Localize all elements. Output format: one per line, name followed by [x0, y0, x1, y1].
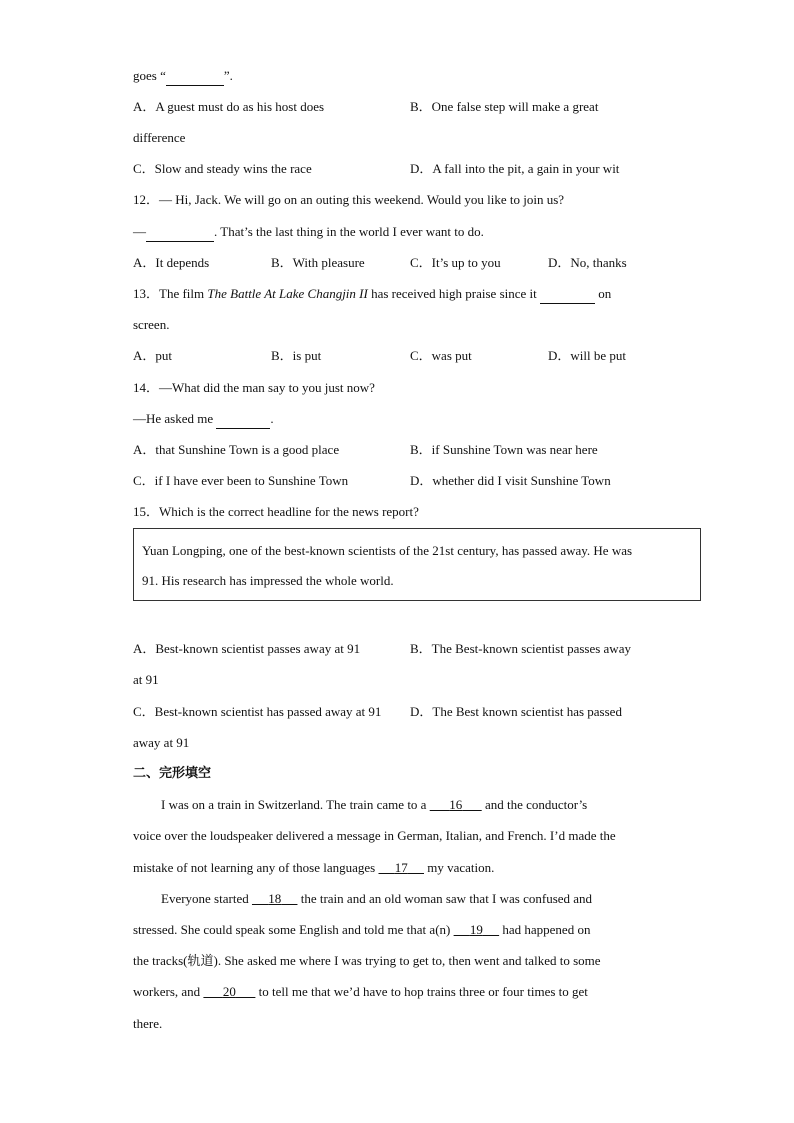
q14-option-a[interactable]: A．that Sunshine Town is a good place — [133, 442, 340, 457]
q14-option-d[interactable]: D．whether did I visit Sunshine Town — [410, 473, 611, 488]
passage-text: workers, and — [133, 984, 204, 999]
blank-16[interactable] — [430, 797, 482, 812]
q14-blank — [216, 410, 270, 429]
q15-option-b[interactable]: B．The Best-known scientist passes away — [410, 641, 631, 656]
passage-text: my vacation. — [424, 860, 495, 875]
passage-line-7 — [133, 983, 588, 1001]
q11-option-c[interactable]: C．Slow and steady wins the race — [133, 161, 312, 176]
blank-19-number: 19 — [469, 922, 483, 937]
q13-stem-pre: 13．The film — [133, 286, 208, 301]
q12-option-c[interactable]: C．It’s up to you — [410, 255, 501, 270]
q13-film-title: The Battle At Lake Changjin II — [207, 286, 368, 301]
q12-option-a[interactable]: A．It depends — [133, 255, 210, 270]
q13-option-a[interactable]: A．put — [133, 348, 173, 363]
q15-news-line2: 91. His research has impressed the whole world. — [142, 573, 394, 588]
passage-line-5 — [133, 921, 590, 939]
q14-stem: 14．—What did the man say to you just now? — [133, 380, 375, 395]
passage-line-4 — [161, 890, 592, 908]
q13-option-c[interactable]: C．was put — [410, 348, 472, 363]
passage-line-6: the tracks(轨道). She asked me where I was trying to get to, then went and talked to some — [133, 953, 601, 968]
blank-17-number: 17 — [394, 860, 408, 875]
q14-option-c[interactable]: C．if I have ever been to Sunshine Town — [133, 473, 349, 488]
passage-line-3 — [133, 859, 494, 877]
q11-tail-pre: goes “ — [133, 68, 166, 83]
passage-text: I was on a train in Switzerland. The train came to a — [161, 797, 430, 812]
q13-stem-post: has received high praise since it — [367, 286, 541, 301]
q13-blank — [540, 285, 595, 304]
q15-option-c[interactable]: C．Best-known scientist has passed away at 91 — [133, 704, 382, 719]
q12-answer-post: . That’s the last thing in the world I ever want to do. — [214, 224, 484, 239]
q12-blank — [146, 223, 214, 242]
q14-answer-pre: —He asked me — [133, 411, 217, 426]
q15-option-d[interactable]: D．The Best known scientist has passed — [410, 704, 622, 719]
blank-20-number: 20 — [222, 984, 236, 999]
blank-18[interactable] — [252, 891, 298, 906]
blank-16-number: 16 — [449, 797, 463, 812]
passage-text: to tell me that we’d have to hop trains three or four times to get — [255, 984, 588, 999]
q15-option-a[interactable]: A．Best-known scientist passes away at 91 — [133, 641, 361, 656]
passage-line-2: voice over the loudspeaker delivered a message in German, Italian, and French. I’d made the — [133, 828, 616, 843]
q12-option-b[interactable]: B．With pleasure — [271, 255, 365, 270]
q13-option-d[interactable]: D．will be put — [548, 348, 626, 363]
passage-text: stressed. She could speak some English and told me that a(n) — [133, 922, 454, 937]
q15-option-d-continued: away at 91 — [133, 735, 190, 750]
passage-text: mistake of not learning any of those languages — [133, 860, 379, 875]
q15-option-b-continued: at 91 — [133, 672, 159, 687]
q14-answer-line — [133, 410, 274, 429]
q12-option-d[interactable]: D．No, thanks — [548, 255, 627, 270]
q13-stem — [133, 285, 611, 304]
blank-19[interactable] — [454, 922, 500, 937]
q11-stem-tail — [133, 67, 233, 86]
q13-stem-line2: screen. — [133, 317, 170, 332]
q12-answer-line — [133, 223, 484, 242]
passage-line-1 — [161, 796, 587, 814]
q15-news-line1: Yuan Longping, one of the best-known scientists of the 21st century, has passed away. He was — [142, 543, 633, 558]
blank-20[interactable] — [203, 984, 255, 999]
passage-text: had happened on — [499, 922, 591, 937]
passage-text: the train and an old woman saw that I was confused and — [297, 891, 593, 906]
q11-option-d[interactable]: D．A fall into the pit, a gain in your wit — [410, 161, 620, 176]
q12-answer-pre: — — [133, 224, 146, 239]
q11-option-b[interactable]: B．One false step will make a great — [410, 99, 599, 114]
q13-option-b[interactable]: B．is put — [271, 348, 322, 363]
q15-stem: 15．Which is the correct headline for the news report? — [133, 504, 419, 519]
section2-heading: 二、完形填空 — [133, 766, 212, 781]
q11-blank — [166, 67, 224, 86]
q11-option-a[interactable]: A．A guest must do as his host does — [133, 99, 325, 114]
passage-line-8: there. — [133, 1016, 163, 1031]
q14-option-b[interactable]: B．if Sunshine Town was near here — [410, 442, 598, 457]
passage-text: and the conductor’s — [481, 797, 588, 812]
passage-text: Everyone started — [161, 891, 252, 906]
blank-17[interactable] — [379, 860, 425, 875]
q15-news-box — [133, 528, 701, 601]
q13-stem-post2: on — [595, 286, 612, 301]
q11-tail-post: ”. — [223, 68, 233, 83]
blank-18-number: 18 — [268, 891, 282, 906]
q14-answer-post: . — [270, 411, 274, 426]
q11-option-b-continued: difference — [133, 130, 186, 145]
q12-stem: 12．— Hi, Jack. We will go on an outing this weekend. Would you like to join us? — [133, 192, 565, 207]
